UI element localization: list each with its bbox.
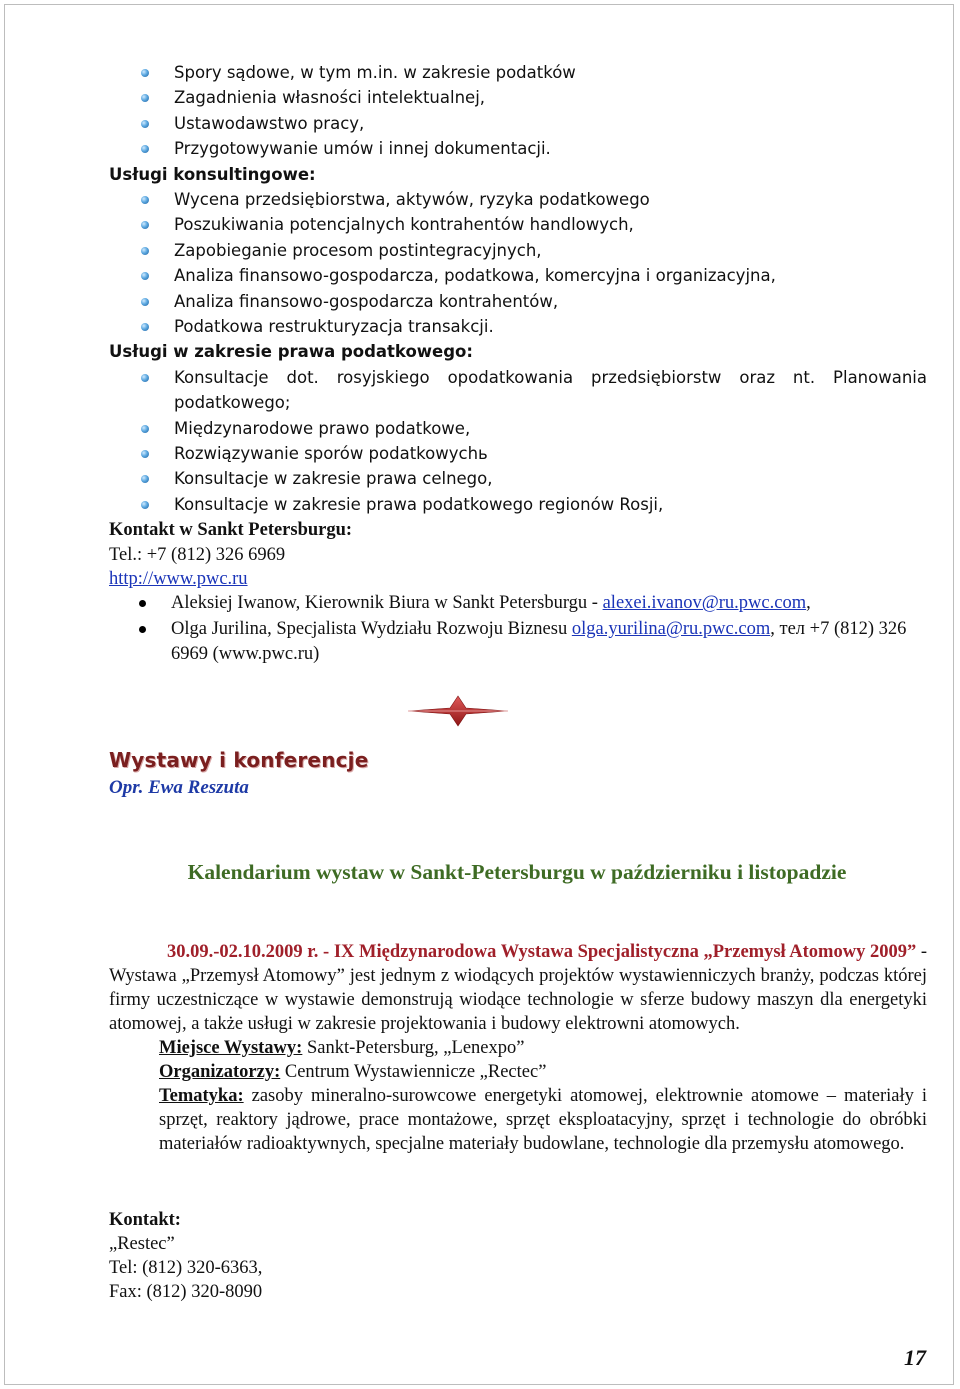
event-topics (159, 1084, 927, 1156)
list-item: Zagadnienia własności intelektualnej, (109, 85, 927, 110)
consulting-list (109, 187, 927, 339)
list-item: Ustawodawstwo pracy, (109, 111, 927, 136)
list-item: Konsultacje w zakresie prawa podatkowego regionów Rosji, (109, 492, 927, 517)
list-item-line: podatkowego; (174, 393, 291, 413)
contact-url-link[interactable]: http://www.pwc.ru (109, 569, 248, 590)
person-text: , тел +7 (812) 326 6969 (www.pwc.ru) (171, 618, 907, 665)
topics-value: zasoby mineralno-surowcowe energetyki atomowej, elektrownie atomowe – materiały i sprzęt, reaktory jądrowe, prace montażowe, sprzęt eksploatacyjny, sprzęt i technologie do obróbki materiałów radioaktywnych, specjalne materiały budowlane, technologie dla przemysłu atomowego. (159, 1086, 927, 1154)
list-item (109, 617, 927, 668)
list-item (109, 591, 927, 617)
event-description-paragraph (109, 940, 927, 1036)
list-item: Wycena przedsiębiorstwa, aktywów, ryzyka podatkowego (109, 187, 927, 212)
kontakt-block (109, 1208, 262, 1304)
page-content (109, 60, 927, 668)
list-item: Konsultacje w zakresie prawa celnego, (109, 466, 927, 491)
diamond-divider-icon (408, 694, 508, 728)
topics-label: Tematyka: (159, 1086, 244, 1106)
kontakt-heading: Kontakt: (109, 1210, 181, 1230)
consulting-heading: Usługi konsultingowe: (109, 164, 316, 184)
list-item: Analiza finansowo-gospodarcza kontrahentów, (109, 289, 927, 314)
section-title: Wystawy i konferencje (109, 748, 369, 772)
list-item: Poszukiwania potencjalnych kontrahentów handlowych, (109, 212, 927, 237)
page-number: 17 (904, 1345, 926, 1370)
contact-people-list (109, 591, 927, 668)
organizers-value: Centrum Wystawiennicze „Rectec” (280, 1062, 547, 1082)
kontakt-tel: Tel: (812) 320-6363, (109, 1258, 263, 1278)
list-item-line: Konsultacje dot. rosyjskiego opodatkowania przedsiębiorstw oraz nt. Planowania (174, 367, 927, 387)
place-label: Miejsce Wystawy: (159, 1038, 303, 1058)
organizers-label: Organizatorzy: (159, 1062, 281, 1082)
person-text: , (806, 593, 811, 614)
services-list (109, 60, 927, 162)
section-author: Opr. Ewa Reszuta (109, 777, 249, 798)
kontakt-fax: Fax: (812) 320-8090 (109, 1282, 263, 1302)
event-place (159, 1036, 927, 1060)
calendar-title: Kalendarium wystaw w Sankt-Petersburgu w październiku i listopadzie (187, 860, 847, 884)
contact-tel: Tel.: +7 (812) 326 6969 (109, 545, 286, 566)
list-item: Rozwiązywanie sporów podatkowychь (109, 441, 927, 466)
email-link[interactable]: alexei.ivanov@ru.pwc.com (602, 593, 807, 614)
tax-heading: Usługi w zakresie prawa podatkowego: (109, 342, 473, 362)
place-value: Sankt-Petersburg, „Lenexpo” (302, 1038, 525, 1058)
list-item: Zapobieganie procesom postintegracyjnych, (109, 238, 927, 263)
list-item: Podatkowa restrukturyzacja transakcji. (109, 314, 927, 339)
list-item: Spory sądowe, w tym m.in. w zakresie podatków (109, 60, 927, 85)
contact-heading: Kontakt w Sankt Petersburgu: (109, 520, 353, 541)
event-block (109, 940, 927, 1156)
list-item: Analiza finansowo-gospodarcza, podatkowa, komercyjna i organizacyjna, (109, 263, 927, 288)
tax-list (109, 365, 927, 517)
person-text: Aleksiej Iwanow, Kierownik Biura w Sankt Petersburgu - (171, 593, 603, 614)
person-text: Olga Jurilina, Specjalista Wydziału Rozwoju Biznesu (171, 618, 572, 639)
event-organizers (159, 1060, 927, 1084)
event-title: 30.09.-02.10.2009 r. - IX Międzynarodowa Wystawa Specjalistyczna „Przemysł Atomowy 2009” (167, 942, 917, 962)
email-link[interactable]: olga.yurilina@ru.pwc.com (571, 618, 771, 639)
kontakt-name: „Restec” (109, 1234, 175, 1254)
list-item: Międzynarodowe prawo podatkowe, (109, 416, 927, 441)
list-item (109, 365, 927, 416)
list-item: Przygotowywanie umów i innej dokumentacji. (109, 136, 927, 161)
event-description: - Wystawa „Przemysł Atomowy” jest jednym z wiodących projektów wystawienniczych branży, podczas której firmy uczestniczące w wystawie demonstrują wiodące technologie w sferze budowy maszyn dla energetyki atomowej, a także usługi w zakresie projektowania i budowy elektrowni atomowych. (109, 942, 927, 1034)
